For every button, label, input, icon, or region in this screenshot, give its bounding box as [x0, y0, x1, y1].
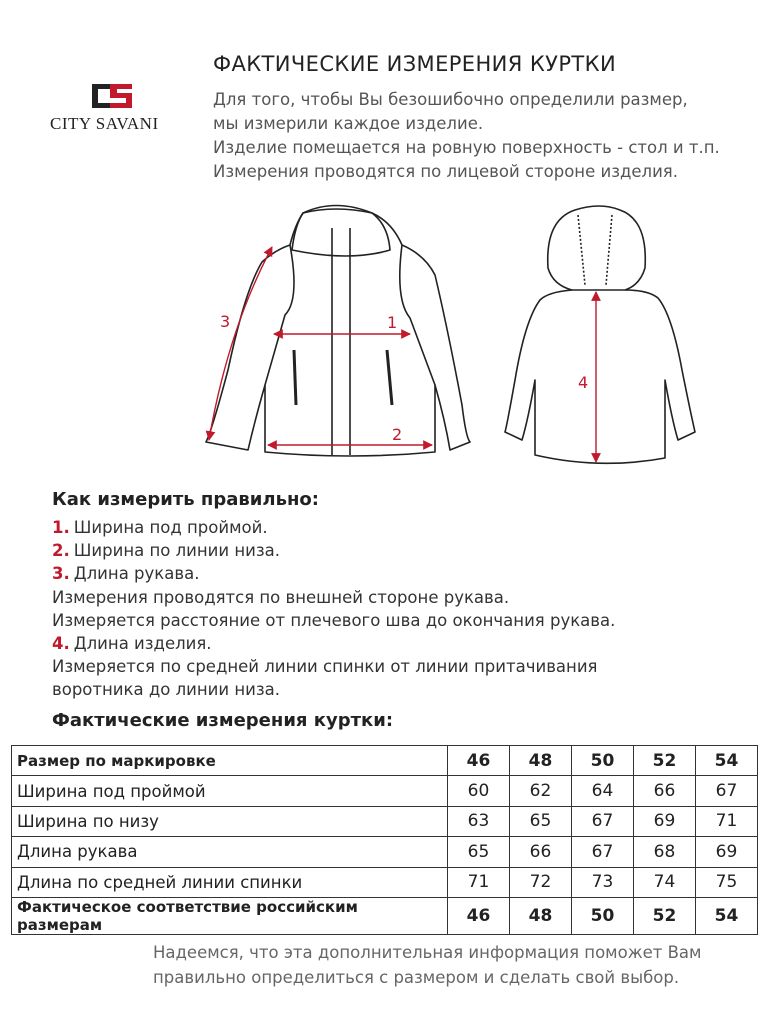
row-label: Длина рукава [12, 837, 448, 867]
table-cell: 67 [572, 806, 634, 836]
table-cell: 60 [448, 776, 510, 806]
howto-item [52, 539, 615, 562]
howto-num: 2. [52, 541, 70, 561]
label-4: 4 [578, 373, 589, 392]
table-title: Фактические измерения куртки: [52, 710, 394, 731]
howto-num: 1. [52, 518, 70, 537]
measurement-labels [220, 312, 588, 444]
row-label: Ширина под проймой [12, 776, 448, 806]
table-cell: 46 [448, 897, 510, 934]
howto-item [52, 655, 615, 678]
table-cell: 52 [634, 897, 696, 934]
howto-item [52, 632, 615, 655]
table-cell: 64 [572, 776, 634, 806]
label-2: 2 [392, 425, 403, 444]
table-cell: 74 [634, 867, 696, 897]
brand-logo [50, 82, 180, 134]
table-row [12, 867, 758, 897]
table-cell: 62 [510, 776, 572, 806]
howto-text: Длина изделия. [73, 634, 212, 654]
table-cell: 54 [696, 746, 758, 776]
intro-line: мы измерили каждое изделие. [213, 114, 484, 133]
jacket-diagram [195, 195, 705, 470]
row-label: Фактическое соответствие российским размерам [12, 897, 448, 934]
table-cell: 65 [448, 837, 510, 867]
jacket-front [206, 206, 470, 457]
table-row [12, 776, 758, 806]
howto-item [52, 678, 615, 701]
howto-title: Как измерить правильно: [52, 489, 319, 510]
table-cell: 50 [572, 746, 634, 776]
howto-item [52, 516, 615, 539]
howto-item [52, 586, 615, 609]
table-cell: 52 [634, 746, 696, 776]
howto-text: Ширина по линии низа. [73, 541, 280, 561]
table-cell: 67 [696, 776, 758, 806]
table-cell: 67 [572, 837, 634, 867]
brand-name: CITY SAVANI [50, 114, 159, 133]
howto-text: Измеряется по средней линии спинки от линии притачивания [52, 657, 598, 677]
row-label: Размер по маркировке [12, 746, 448, 776]
table-cell: 73 [572, 867, 634, 897]
table-cell: 65 [510, 806, 572, 836]
table-row [12, 837, 758, 867]
page-title: ФАКТИЧЕСКИЕ ИЗМЕРЕНИЯ КУРТКИ [213, 52, 617, 76]
howto-num: 4. [52, 634, 70, 654]
intro-line: Измерения проводятся по лицевой стороне изделия. [213, 162, 678, 181]
howto-text: Измеряется расстояние от плечевого шва до окончания рукава. [52, 610, 616, 630]
size-table [11, 745, 758, 935]
jacket-back [505, 206, 695, 463]
howto-item [52, 609, 615, 632]
measurement-arrows [209, 247, 596, 462]
intro-line: Для того, чтобы Вы безошибочно определили размер, [213, 90, 688, 109]
howto-text: Ширина под проймой. [73, 518, 268, 537]
footer-line: правильно определиться с размером и сделать свой выбор. [153, 968, 680, 987]
table-row [12, 746, 758, 776]
table-cell: 75 [696, 867, 758, 897]
table-cell: 48 [510, 897, 572, 934]
table-row [12, 806, 758, 836]
footer-line: Надеемся, что эта дополнительная информация поможет Вам [153, 943, 702, 962]
table-cell: 50 [572, 897, 634, 934]
howto-item [52, 562, 615, 585]
table-cell: 54 [696, 897, 758, 934]
row-label: Ширина по низу [12, 806, 448, 836]
footer-note [153, 940, 701, 990]
table-cell: 46 [448, 746, 510, 776]
cs-logo-icon [90, 82, 134, 110]
howto-text: Измерения проводятся по внешней стороне рукава. [52, 587, 510, 607]
table-cell: 69 [696, 837, 758, 867]
table-cell: 69 [634, 806, 696, 836]
howto-text: воротника до линии низа. [52, 680, 280, 700]
table-cell: 72 [510, 867, 572, 897]
howto-text: Длина рукава. [73, 564, 200, 584]
table-cell: 66 [510, 837, 572, 867]
intro-text [213, 88, 720, 184]
intro-line: Изделие помещается на ровную поверхность - стол и т.п. [213, 138, 720, 157]
table-cell: 68 [634, 837, 696, 867]
label-3: 3 [220, 312, 231, 331]
howto-num: 3. [52, 564, 70, 584]
table-cell: 63 [448, 806, 510, 836]
row-label: Длина по средней линии спинки [12, 867, 448, 897]
table-cell: 71 [448, 867, 510, 897]
table-cell: 66 [634, 776, 696, 806]
howto-section [52, 489, 615, 702]
table-row [12, 897, 758, 934]
table-cell: 71 [696, 806, 758, 836]
table-cell: 48 [510, 746, 572, 776]
label-1: 1 [387, 313, 398, 332]
